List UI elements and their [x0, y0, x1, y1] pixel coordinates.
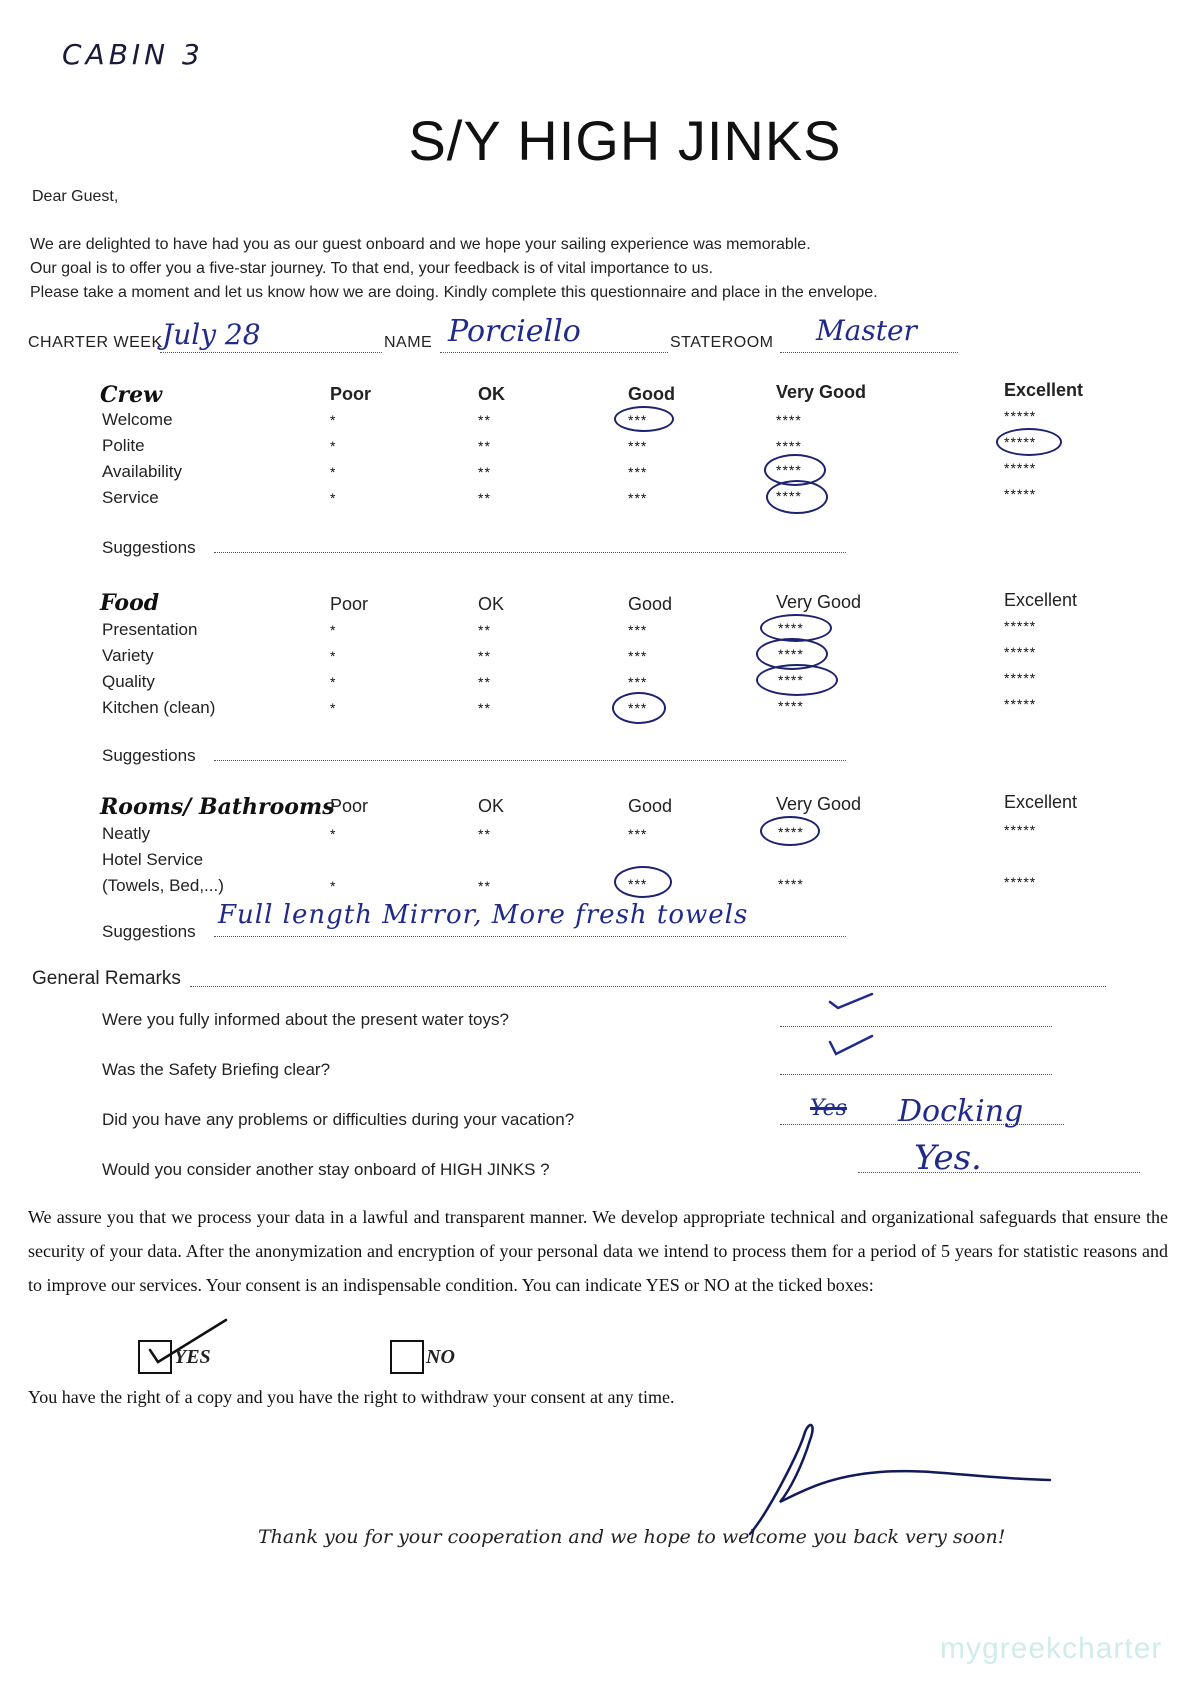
intro-line-2: Our goal is to offer you a five-star journey. To that end, your feedback is of vital importance to us.	[30, 260, 714, 277]
rooms-suggestions-label: Suggestions	[102, 922, 196, 941]
rooms-header-excellent: Excellent	[1004, 792, 1078, 812]
food-variety-good[interactable]: ***	[628, 648, 648, 664]
crew-welcome-good[interactable]: ***	[628, 412, 648, 428]
checkmark-icon	[826, 990, 876, 1014]
stateroom-label: STATEROOM	[670, 334, 774, 351]
document-title: S/Y HIGH JINKS	[408, 109, 842, 172]
crew-availability-good[interactable]: ***	[628, 464, 648, 480]
selection-circle	[612, 692, 666, 724]
crew-section-title: Crew	[100, 382, 163, 408]
rooms-neatly-ok[interactable]: **	[478, 826, 491, 842]
crew-service-poor[interactable]: *	[330, 490, 337, 506]
crew-service-very-good[interactable]: ****	[776, 488, 802, 504]
food-section-title: Food	[100, 590, 160, 616]
rooms-neatly-excellent[interactable]: *****	[1004, 822, 1037, 838]
crew-polite-very-good[interactable]: ****	[776, 438, 802, 454]
yes-label: YES	[174, 1346, 211, 1368]
crew-polite-ok[interactable]: **	[478, 438, 491, 454]
food-kitchen-very-good[interactable]: ****	[778, 698, 804, 714]
food-kitchen-excellent[interactable]: *****	[1004, 696, 1037, 712]
food-presentation-excellent[interactable]: *****	[1004, 618, 1037, 634]
name-value: Porciello	[448, 314, 581, 349]
question-safety-briefing: Was the Safety Briefing clear?	[102, 1060, 331, 1079]
food-kitchen-poor[interactable]: *	[330, 700, 337, 716]
crew-welcome-very-good[interactable]: ****	[776, 412, 802, 428]
crew-item-polite: Polite	[102, 436, 145, 455]
crew-suggestions-label: Suggestions	[102, 538, 196, 557]
no-label: NO	[426, 1346, 455, 1368]
intro-line-1: We are delighted to have had you as our guest onboard and we hope your sailing experience was memorable.	[30, 236, 811, 253]
intro-line-3: Please take a moment and let us know how we are doing. Kindly complete this questionnaire and place in the envelope.	[30, 284, 878, 301]
crew-item-availability: Availability	[102, 462, 183, 481]
food-quality-ok[interactable]: **	[478, 674, 491, 690]
stateroom-value: Master	[816, 314, 917, 347]
selection-circle	[614, 406, 674, 432]
selection-circle	[756, 664, 838, 696]
food-presentation-ok[interactable]: **	[478, 622, 491, 638]
answer-another-stay: Yes.	[914, 1138, 982, 1178]
food-variety-ok[interactable]: **	[478, 648, 491, 664]
rooms-service-ok[interactable]: **	[478, 878, 491, 894]
consent-paragraph: We assure you that we process your data in a lawful and transparent manner. We develop appropriate technical and organizational safeguards that ensure the security of your data. After the anonymization and encryption of your personal data we intend to process them for a period of 5 years for statistic reasons and to improve our services. Your consent is an indispensable condition. You can indicate YES or NO at the ticked boxes:	[28, 1207, 1168, 1295]
selection-circle	[766, 480, 828, 514]
crew-item-welcome: Welcome	[102, 410, 173, 429]
crew-welcome-ok[interactable]: **	[478, 412, 491, 428]
answer-line-another-stay[interactable]	[858, 1172, 1140, 1173]
thank-you-note: Thank you for your cooperation and we hope to welcome you back very soon!	[258, 1526, 1006, 1548]
charter-week-label: CHARTER WEEK	[28, 334, 163, 351]
general-remarks-label: General Remarks	[32, 968, 181, 989]
rooms-service-poor[interactable]: *	[330, 878, 337, 894]
rooms-header-ok: OK	[478, 796, 505, 816]
answer-line-water-toys[interactable]	[780, 1026, 1052, 1027]
charter-week-value: July 28	[162, 318, 261, 351]
stateroom-line[interactable]	[780, 352, 958, 353]
crew-polite-poor[interactable]: *	[330, 438, 337, 454]
name-line[interactable]	[440, 352, 668, 353]
food-presentation-poor[interactable]: *	[330, 622, 337, 638]
food-presentation-very-good[interactable]: ****	[778, 620, 804, 636]
food-quality-very-good[interactable]: ****	[778, 672, 804, 688]
crew-header-very-good: Very Good	[776, 382, 867, 402]
food-presentation-good[interactable]: ***	[628, 622, 648, 638]
food-variety-excellent[interactable]: *****	[1004, 644, 1037, 660]
charter-week-line[interactable]	[160, 352, 382, 353]
food-item-quality: Quality	[102, 672, 155, 691]
food-suggestions-label: Suggestions	[102, 746, 196, 765]
rooms-neatly-good[interactable]: ***	[628, 826, 648, 842]
rooms-header-poor: Poor	[330, 796, 369, 816]
rooms-suggestions-line[interactable]	[214, 936, 846, 937]
rooms-service-good[interactable]: ***	[628, 876, 648, 892]
crew-service-good[interactable]: ***	[628, 490, 648, 506]
rooms-header-very-good: Very Good	[776, 794, 862, 814]
rooms-service-excellent[interactable]: *****	[1004, 874, 1037, 890]
crew-welcome-excellent[interactable]: *****	[1004, 408, 1037, 424]
crew-welcome-poor[interactable]: *	[330, 412, 337, 428]
crew-header-good: Good	[628, 384, 675, 404]
signature	[730, 1420, 1060, 1540]
selection-circle	[996, 428, 1062, 456]
food-variety-very-good[interactable]: ****	[778, 646, 804, 662]
name-label: NAME	[384, 334, 433, 351]
food-variety-poor[interactable]: *	[330, 648, 337, 664]
crew-service-ok[interactable]: **	[478, 490, 491, 506]
selection-circle	[614, 866, 672, 898]
crew-header-ok: OK	[478, 384, 505, 404]
food-quality-excellent[interactable]: *****	[1004, 670, 1037, 686]
cabin-number: CABIN 3	[62, 38, 204, 71]
crew-availability-poor[interactable]: *	[330, 464, 337, 480]
crew-availability-very-good[interactable]: ****	[776, 462, 802, 478]
rooms-item-hotel-service: Hotel Service	[102, 850, 204, 869]
question-water-toys: Were you fully informed about the present water toys?	[102, 1010, 509, 1029]
food-quality-poor[interactable]: *	[330, 674, 337, 690]
food-header-ok: OK	[478, 594, 505, 614]
crew-polite-good[interactable]: ***	[628, 438, 648, 454]
rooms-section-title: Rooms/ Bathrooms	[100, 794, 335, 820]
crew-polite-excellent[interactable]: *****	[1004, 434, 1037, 450]
food-item-presentation: Presentation	[102, 620, 198, 639]
checkmark-icon	[826, 1030, 876, 1060]
question-problems: Did you have any problems or difficulties during your vacation?	[102, 1110, 575, 1129]
food-quality-good[interactable]: ***	[628, 674, 648, 690]
food-item-kitchen: Kitchen (clean)	[102, 698, 216, 717]
food-header-poor: Poor	[330, 594, 369, 614]
greeting: Dear Guest,	[32, 188, 119, 205]
rooms-item-neatly: Neatly	[102, 824, 151, 843]
rooms-item-towels-bed: (Towels, Bed,...)	[102, 876, 224, 895]
no-checkbox[interactable]	[390, 1340, 424, 1374]
rooms-suggestions-value: Full length Mirror, More fresh towels	[218, 900, 749, 930]
crew-service-excellent[interactable]: *****	[1004, 486, 1037, 502]
food-item-variety: Variety	[102, 646, 154, 665]
struck-answer: Yes	[810, 1096, 847, 1121]
crew-availability-excellent[interactable]: *****	[1004, 460, 1037, 476]
answer-line-safety-briefing[interactable]	[780, 1074, 1052, 1075]
crew-availability-ok[interactable]: **	[478, 464, 491, 480]
rooms-header-good: Good	[628, 796, 673, 816]
answer-problems: Docking	[898, 1094, 1024, 1129]
food-kitchen-ok[interactable]: **	[478, 700, 491, 716]
food-header-very-good: Very Good	[776, 592, 862, 612]
food-header-excellent: Excellent	[1004, 590, 1078, 610]
selection-circle	[760, 816, 820, 846]
crew-header-poor: Poor	[330, 384, 372, 404]
crew-suggestions-line[interactable]	[214, 552, 846, 553]
rooms-neatly-poor[interactable]: *	[330, 826, 337, 842]
rooms-service-very-good[interactable]: ****	[778, 876, 804, 892]
question-another-stay: Would you consider another stay onboard of HIGH JINKS ?	[102, 1160, 550, 1179]
general-remarks-line[interactable]	[190, 986, 1106, 987]
rooms-neatly-very-good[interactable]: ****	[778, 824, 804, 840]
rights-statement: You have the right of a copy and you have the right to withdraw your consent at any time.	[28, 1387, 675, 1407]
watermark-logo: mygreekcharter	[940, 1632, 1163, 1665]
food-header-good: Good	[628, 594, 673, 614]
crew-item-service: Service	[102, 488, 159, 507]
crew-header-excellent: Excellent	[1004, 380, 1084, 400]
food-kitchen-good[interactable]: ***	[628, 700, 648, 716]
food-suggestions-line[interactable]	[214, 760, 846, 761]
